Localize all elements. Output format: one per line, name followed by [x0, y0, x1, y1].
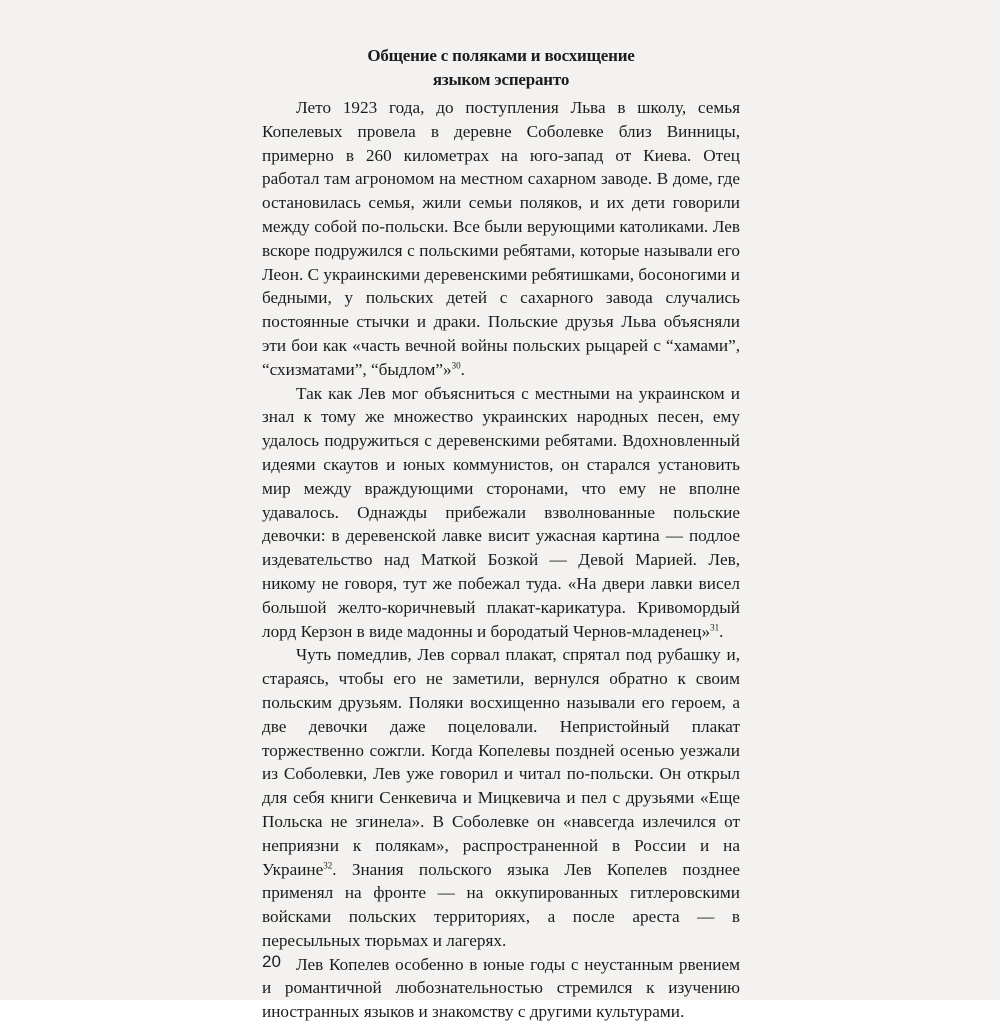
paragraph-2 — [262, 382, 740, 644]
section-heading-line-2: языком эсперанто — [432, 70, 570, 89]
page-number: 20 — [262, 952, 281, 971]
footnote-ref-32: 32 — [323, 859, 333, 870]
text-block — [262, 44, 740, 1024]
paragraph-3-tail: . Знания польского языка Лев Копелев позднее применял на фронте — на оккупированных гитлеровскими войсками польских территориях, а после ареста — в пересыльных тюрьмах и лагерях. — [262, 859, 740, 950]
paragraph-2-tail: . — [719, 621, 724, 641]
paragraph-4-text: Лев Копелев особенно в юные годы с неустанным рвением и романтичной любознательностью стремился к изучению иностранных языков и знакомству с другими культурами. — [262, 954, 740, 1022]
paragraph-2-text: Так как Лев мог объясниться с местными на украинском и знал к тому же множество украинских народных песен, ему удалось подружиться с деревенскими ребятами. Вдохновленный идеями скаутов и юных коммунистов, он старался установить мир между враждующими сторонами, что ему не вполне удавалось. Однажды прибежали взволнованные польские девочки: в деревенской лавке висит ужасная картина — подлое издевательство над Маткой Бозкой — Девой Марией. Лев, никому не говоря, тут же побежал туда. «На двери лавки висел большой желто-коричневый плакат-карикатура. Кривомордый лорд Керзон в виде мадонны и бородатый Чернов-младенец» — [262, 383, 740, 641]
paragraph-1-tail: . — [460, 359, 465, 379]
section-heading-line-1: Общение с поляками и восхищение — [367, 46, 635, 65]
footnote-ref-30: 30 — [451, 360, 461, 371]
paragraph-4 — [262, 953, 740, 1024]
paragraph-3 — [262, 643, 740, 952]
paragraph-1 — [262, 96, 740, 382]
footnote-ref-31: 31 — [710, 621, 720, 632]
paragraph-1-text: Лето 1923 года, до поступления Льва в школу, семья Копелевых провела в деревне Соболевке близ Винницы, примерно в 260 километрах на юго-запад от Киева. Отец работал там агрономом на местном сахарном заводе. В доме, где остановилась семья, жили семьи поляков, и их дети говорили между собой по-польски. Все были верующими католиками. Лев вскоре подружился с польскими ребятами, которые называли его Леон. С украинскими деревенскими ребятишками, босоногими и бедными, у польских детей с сахарного завода случались постоянные стычки и драки. Польские друзья Льва объясняли эти бои как «часть вечной войны польских рыцарей с “хамами”, “схизматами”, “быдлом”» — [262, 98, 740, 379]
paragraph-3-text: Чуть помедлив, Лев сорвал плакат, спрятал под рубашку и, стараясь, чтобы его не заметили, вернулся обратно к своим польским друзьям. Поляки восхищенно называли его героем, а две девочки даже поцеловали. Непристойный плакат торжественно сожгли. Когда Копелевы поздней осенью уезжали из Соболевки, Лев уже говорил и читал по-польски. Он открыл для себя книги Сенкевича и Мицкевича и пел с друзьями «Еще Польска не згинела». В Соболевке он «навсегда излечился от неприязни к полякам», распространенной в России и на Украине — [262, 645, 740, 879]
section-heading — [262, 44, 740, 92]
